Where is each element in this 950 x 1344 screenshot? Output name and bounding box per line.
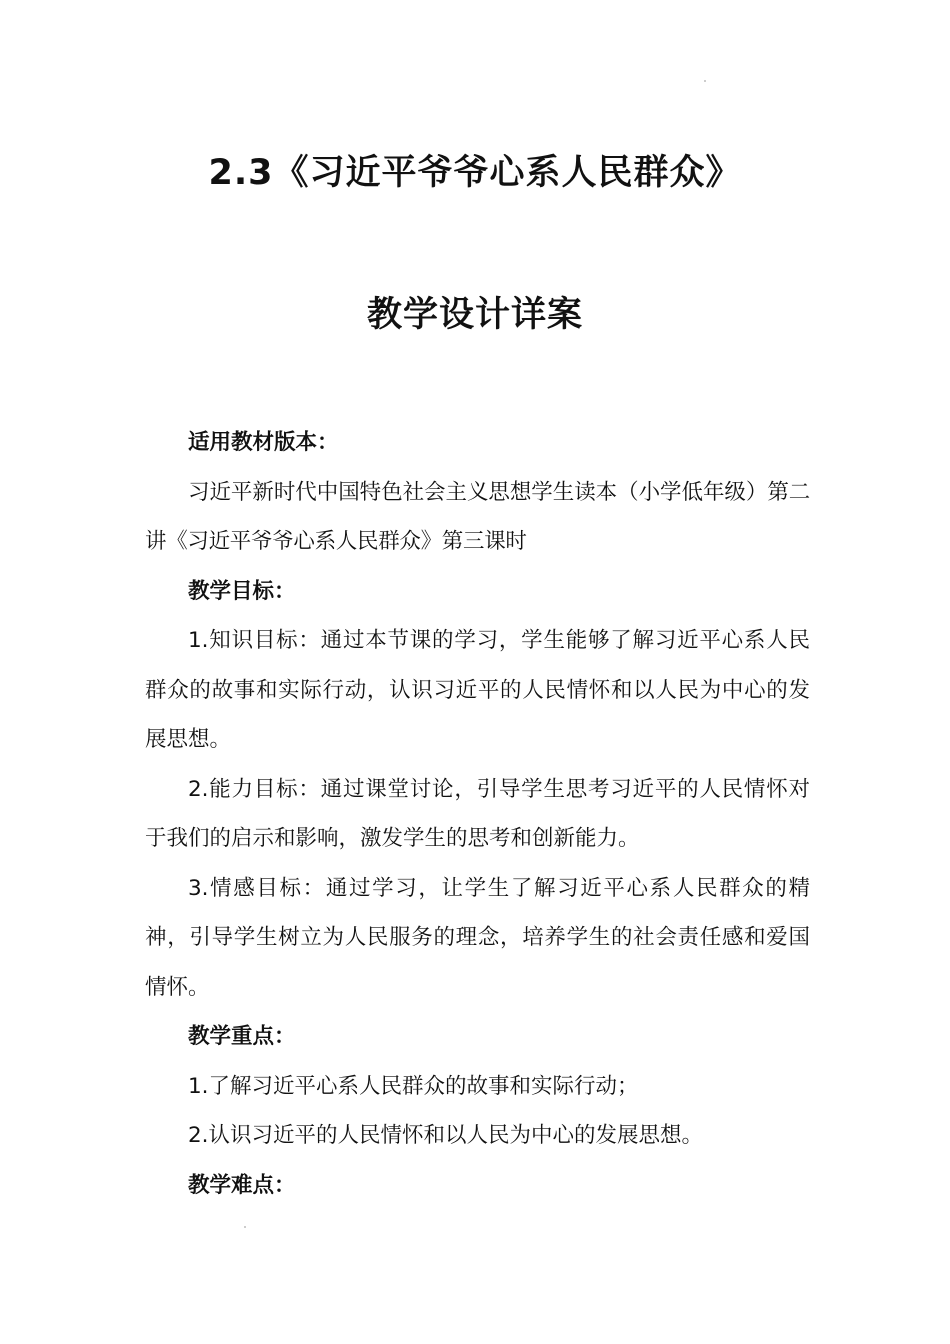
goal-ability: 2.能力目标：通过课堂讨论，引导学生思考习近平的人民情怀对于我们的启示和影响，激发学生的思考和创新能力。 — [145, 776, 810, 851]
scan-dot-bottom — [244, 1226, 246, 1228]
goal-knowledge: 1.知识目标：通过本节课的学习，学生能够了解习近平心系人民群众的故事和实际行动，认识习近平的人民情怀和以人民为中心的发展思想。 — [145, 628, 810, 752]
goal-emotion: 3.情感目标：通过学习，让学生了解习近平心系人民群众的精神，引导学生树立为人民服务的理念，培养学生的社会责任感和爱国情怀。 — [145, 875, 810, 1000]
edition-heading: 适用教材版本： — [188, 430, 339, 455]
key-point-2: 2.认识习近平的人民情怀和以人民为中心的发展思想。 — [188, 1123, 704, 1148]
document-body — [145, 418, 810, 1210]
document-subtitle: 教学设计详案 — [366, 295, 583, 335]
key-point-1: 1.了解习近平心系人民群众的故事和实际行动； — [188, 1073, 639, 1099]
edition-text: 习近平新时代中国特色社会主义思想学生读本（小学低年级）第二讲《习近平爷爷心系人民群众》第三课时 — [145, 479, 810, 554]
document-title: 2.3《习近平爷爷心系人民群众》 — [208, 153, 742, 193]
scan-dot-top — [704, 80, 706, 82]
goals-heading: 教学目标： — [188, 578, 296, 604]
key-points-heading: 教学重点： — [188, 1024, 296, 1049]
difficulty-heading: 教学难点： — [188, 1172, 296, 1198]
